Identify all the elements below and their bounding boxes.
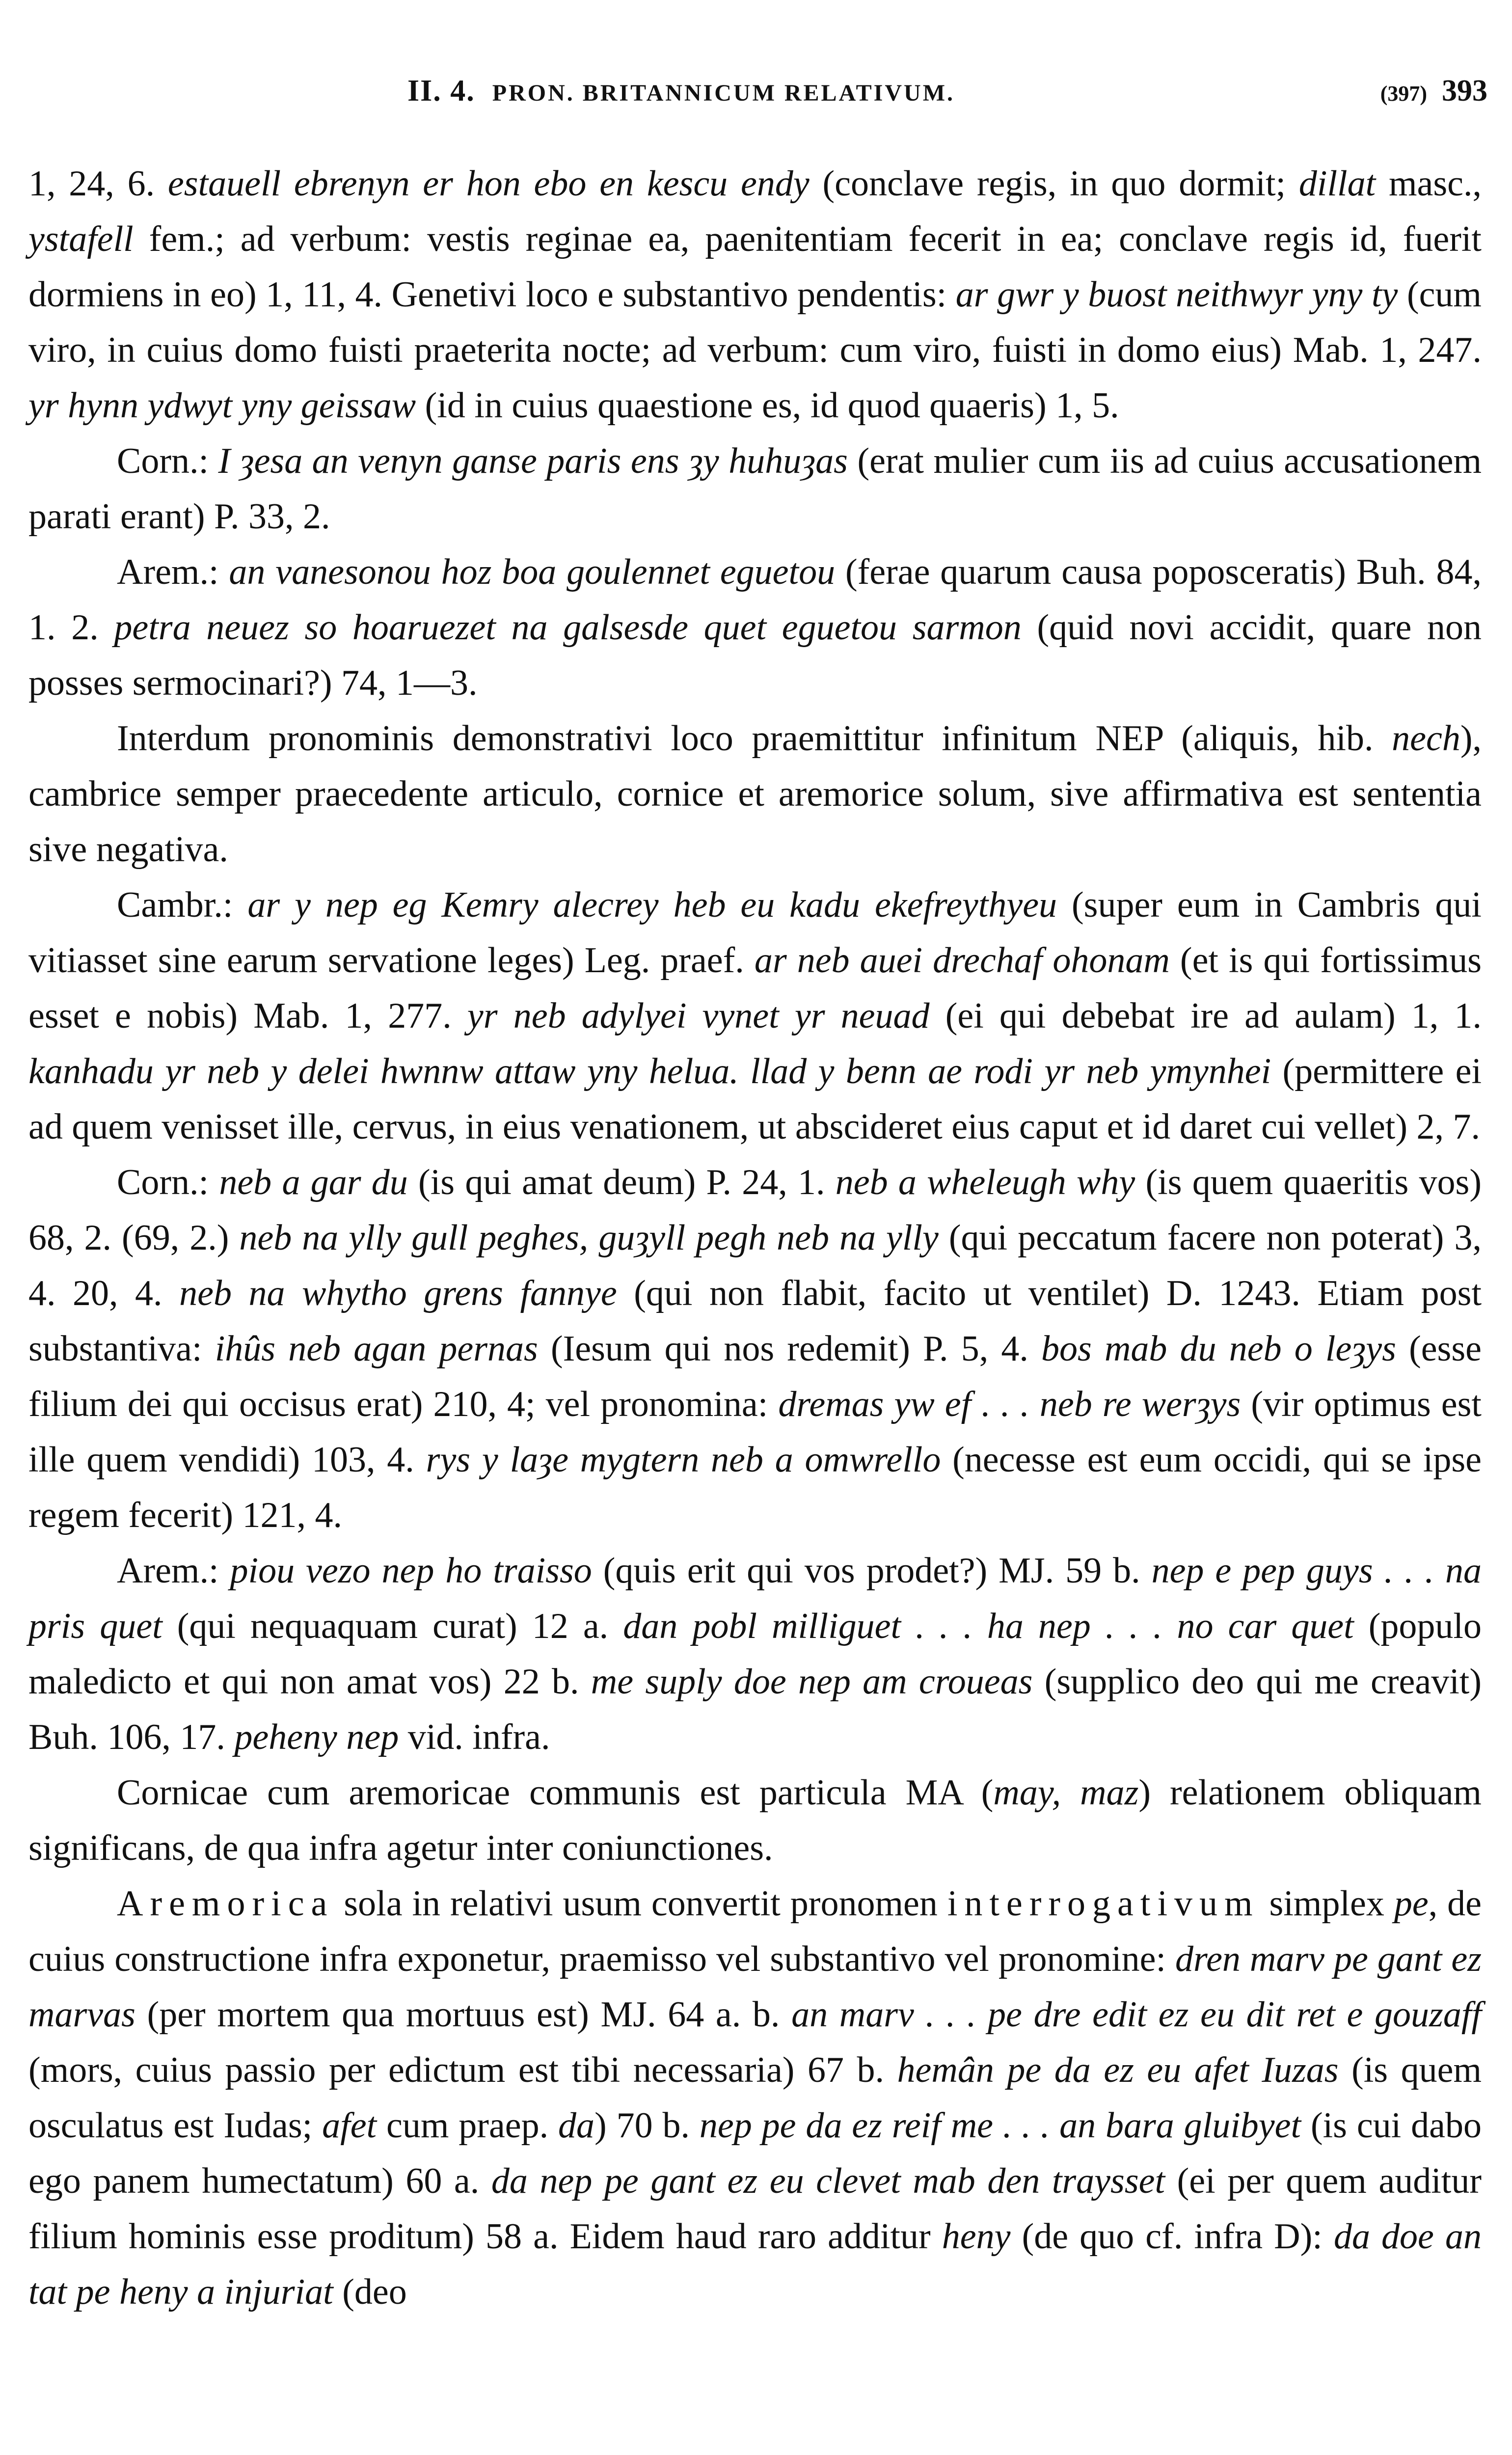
text-segment: (populo maledicto et qui non amat vos) 22 b. (28, 1606, 1482, 1702)
italic-text: may, maz (993, 1773, 1139, 1813)
italic-text: me suply doe nep am croueas (591, 1662, 1033, 1702)
italic-text: I ȝesa an venyn ganse paris ens ȝy huhuȝas (218, 441, 848, 481)
text-segment: cum praep. (377, 2105, 559, 2146)
text-segment: (et is qui fortissimus esset e nobis) Mab. 1, 277. (28, 940, 1482, 1036)
text-segment: 1, 24, 6. (28, 164, 168, 204)
text-segment: Interdum pronominis demonstrativi loco praemittitur infinitum NEP (aliquis, hib. (117, 718, 1392, 759)
paragraph (28, 156, 1482, 434)
spaced-text: Aremorica (117, 1883, 334, 1924)
page-numbers (1380, 74, 1487, 109)
italic-text: dren marv pe gant ez marvas (28, 1939, 1482, 2035)
text-segment: Cornicae cum aremoricae communis est particula MA ( (117, 1773, 994, 1813)
text-segment: sola in relativi usum convertit pronomen (334, 1883, 947, 1924)
italic-text: da (558, 2105, 595, 2146)
italic-text: petra neuez so hoaruezet na galsesde quet eguetou sarmon (114, 607, 1022, 648)
text-segment: , de cuius constructione infra exponetur, praemisso vel substantivo vel pronomine: (28, 1883, 1482, 1979)
italic-text: nep e pep guys . . . na pris quet (28, 1551, 1482, 1646)
italic-text: neb na ylly gull peghes, guȝyll pegh neb na ylly (239, 1218, 939, 1258)
italic-text: da doe an tat pe heny a injuriat (28, 2216, 1482, 2312)
italic-text: an marv . . . pe dre edit ez eu dit ret e gouzaff (791, 1994, 1482, 2035)
text-segment: (de quo cf. infra D): (1010, 2216, 1334, 2257)
italic-text: ystafell (28, 219, 134, 259)
page-number: 393 (1442, 74, 1487, 108)
text-segment: (esse filium dei qui occisus erat) 210, 4; vel pronomina: (28, 1329, 1482, 1424)
text-segment: Corn.: (117, 1162, 219, 1202)
italic-text: rys y laȝe mygtern neb a omwrello (426, 1440, 941, 1480)
text-segment: (qui nequaquam curat) 12 a. (162, 1606, 623, 1646)
text-segment: (qui non flabit, facito ut ventilet) D. 1243. Etiam post substantiva: (28, 1273, 1482, 1369)
text-segment: (id in cuius quaestione es, id quod quaeris) 1, 5. (416, 385, 1119, 426)
text-segment: (mors, cuius passio per edictum est tibi necessaria) 67 b. (28, 2050, 897, 2090)
italic-text: dremas yw ef . . . neb re werȝys (778, 1384, 1241, 1424)
italic-text: bos mab du neb o leȝys (1041, 1329, 1396, 1369)
text-segment: ) 70 b. (594, 2105, 700, 2146)
italic-text: afet (322, 2105, 377, 2146)
text-segment: (is qui amat deum) P. 24, 1. (407, 1162, 836, 1202)
italic-text: hemân pe da ez eu afet Iuzas (897, 2050, 1339, 2090)
text-segment: ) relationem obliquam significans, de qua infra agetur inter coniunctiones. (28, 1773, 1482, 1868)
paragraph (28, 1876, 1482, 2320)
paragraph (28, 1765, 1482, 1876)
text-segment: Arem.: (117, 1551, 230, 1591)
italic-text: neb na whytho grens fannye (179, 1273, 617, 1313)
text-segment: (conclave regis, in quo dormit; (809, 164, 1299, 204)
italic-text: estauell ebrenyn er hon ebo en kescu endy (167, 164, 810, 204)
italic-text: nech (1392, 718, 1460, 759)
paragraph (28, 545, 1482, 711)
italic-text: heny (942, 2216, 1011, 2257)
text-segment: fem.; ad verbum: vestis reginae ea, paenitentiam fecerit in ea; conclave regis id, fuerit dormiens in eo) 1, 11, 4. Genetivi loco e substantivo pendentis: (28, 219, 1482, 315)
text-segment: ), cambrice semper praecedente articulo, cornice et aremorice solum, sive affirmativa est sententia sive negativa. (28, 718, 1482, 870)
italic-text: ar neb auei drechaf ohonam (754, 940, 1170, 981)
italic-text: ar y nep eg Kemry alecrey heb eu kadu ekefreythyeu (247, 885, 1057, 925)
body-text (28, 156, 1482, 2320)
italic-text: yr neb adylyei vynet yr neuad (467, 996, 930, 1036)
text-segment: (ei qui debebat ire ad aulam) 1, 1. (929, 996, 1482, 1036)
italic-text: piou vezo nep ho traisso (230, 1551, 592, 1591)
text-segment: (is cui dabo ego panem humectatum) 60 a. (28, 2105, 1482, 2201)
text-segment: (qui peccatum facere non poterat) 3, 4. 20, 4. (28, 1218, 1482, 1313)
running-header (34, 74, 1487, 128)
spaced-text: interrogativum (947, 1883, 1260, 1924)
text-segment: (necesse est eum occidi, qui se ipse regem fecerit) 121, 4. (28, 1440, 1482, 1535)
italic-text: ar gwr y buost neithwyr yny ty (955, 274, 1398, 315)
italic-text: neb a wheleugh why (835, 1162, 1135, 1202)
italic-text: dan pobl milliguet . . . ha nep . . . no car quet (623, 1606, 1354, 1646)
header-title (407, 74, 955, 109)
text-segment: (deo (333, 2272, 407, 2312)
italic-text: ihûs neb agan pernas (215, 1329, 538, 1369)
italic-text: pe (1394, 1883, 1429, 1924)
text-segment: Cambr.: (117, 885, 248, 925)
paragraph (28, 1543, 1482, 1765)
text-segment: (permittere ei ad quem venisset ille, cervus, in eius venationem, ut abscideret eius caput et id daret cui vellet) 2, 7. (28, 1051, 1482, 1147)
paragraph (28, 1155, 1482, 1543)
text-segment: (cum viro, in cuius domo fuisti praeterita nocte; ad verbum: cum viro, fuisti in domo eius) Mab. 1, 247. (28, 274, 1482, 370)
paragraph (28, 877, 1482, 1155)
italic-text: neb a gar du (219, 1162, 408, 1202)
text-segment: (is quem quaeritis vos) 68, 2. (69, 2.) (28, 1162, 1482, 1258)
text-segment: (supplico deo qui me creavit) Buh. 106, 17. (28, 1662, 1482, 1757)
text-segment: (ferae quarum causa poposceratis) Buh. 84, 1. 2. (28, 552, 1482, 648)
text-segment: Arem.: (117, 552, 229, 592)
text-segment: (vir optimus est ille quem vendidi) 103, 4. (28, 1384, 1482, 1480)
italic-text: yr hynn ydwyt yny geissaw (28, 385, 416, 426)
italic-text: da nep pe gant ez eu clevet mab den traysset (491, 2161, 1165, 2201)
section-number: II. 4. (407, 74, 475, 108)
text-segment: simplex (1259, 1883, 1394, 1924)
text-segment: (ei per quem auditur filium hominis esse proditum) 58 a. Eidem haud raro additur (28, 2161, 1482, 2257)
italic-text: nep pe da ez reif me . . . an bara gluibyet (699, 2105, 1301, 2146)
text-segment: (per mortem qua mortuus est) MJ. 64 a. b. (135, 1994, 792, 2035)
italic-text: kanhadu yr neb y delei hwnnw attaw yny helua. llad y benn ae rodi yr neb ymynhei (28, 1051, 1271, 1091)
section-title: PRON. BRITANNICUM RELATIVUM. (492, 80, 955, 106)
text-segment: (quis erit qui vos prodet?) MJ. 59 b. (592, 1551, 1152, 1591)
text-segment: (is quem osculatus est Iudas; (28, 2050, 1482, 2146)
italic-text: peheny nep (234, 1717, 399, 1757)
italic-text: an vanesonou hoz boa goulennet eguetou (229, 552, 836, 592)
text-segment: (super eum in Cambris qui vitiasset sine earum servatione leges) Leg. praef. (28, 885, 1482, 981)
italic-text: dillat (1298, 164, 1376, 204)
text-segment: (erat mulier cum iis ad cuius accusationem parati erant) P. 33, 2. (28, 441, 1482, 537)
text-segment: masc., (1376, 164, 1482, 204)
text-segment: (Iesum qui nos redemit) P. 5, 4. (538, 1329, 1042, 1369)
original-page-number: (397) (1380, 82, 1427, 106)
text-segment: vid. infra. (399, 1717, 550, 1757)
text-segment: Corn.: (117, 441, 218, 481)
paragraph (28, 711, 1482, 877)
text-segment: (quid novi accidit, quare non posses sermocinari?) 74, 1—3. (28, 607, 1482, 703)
paragraph (28, 434, 1482, 545)
